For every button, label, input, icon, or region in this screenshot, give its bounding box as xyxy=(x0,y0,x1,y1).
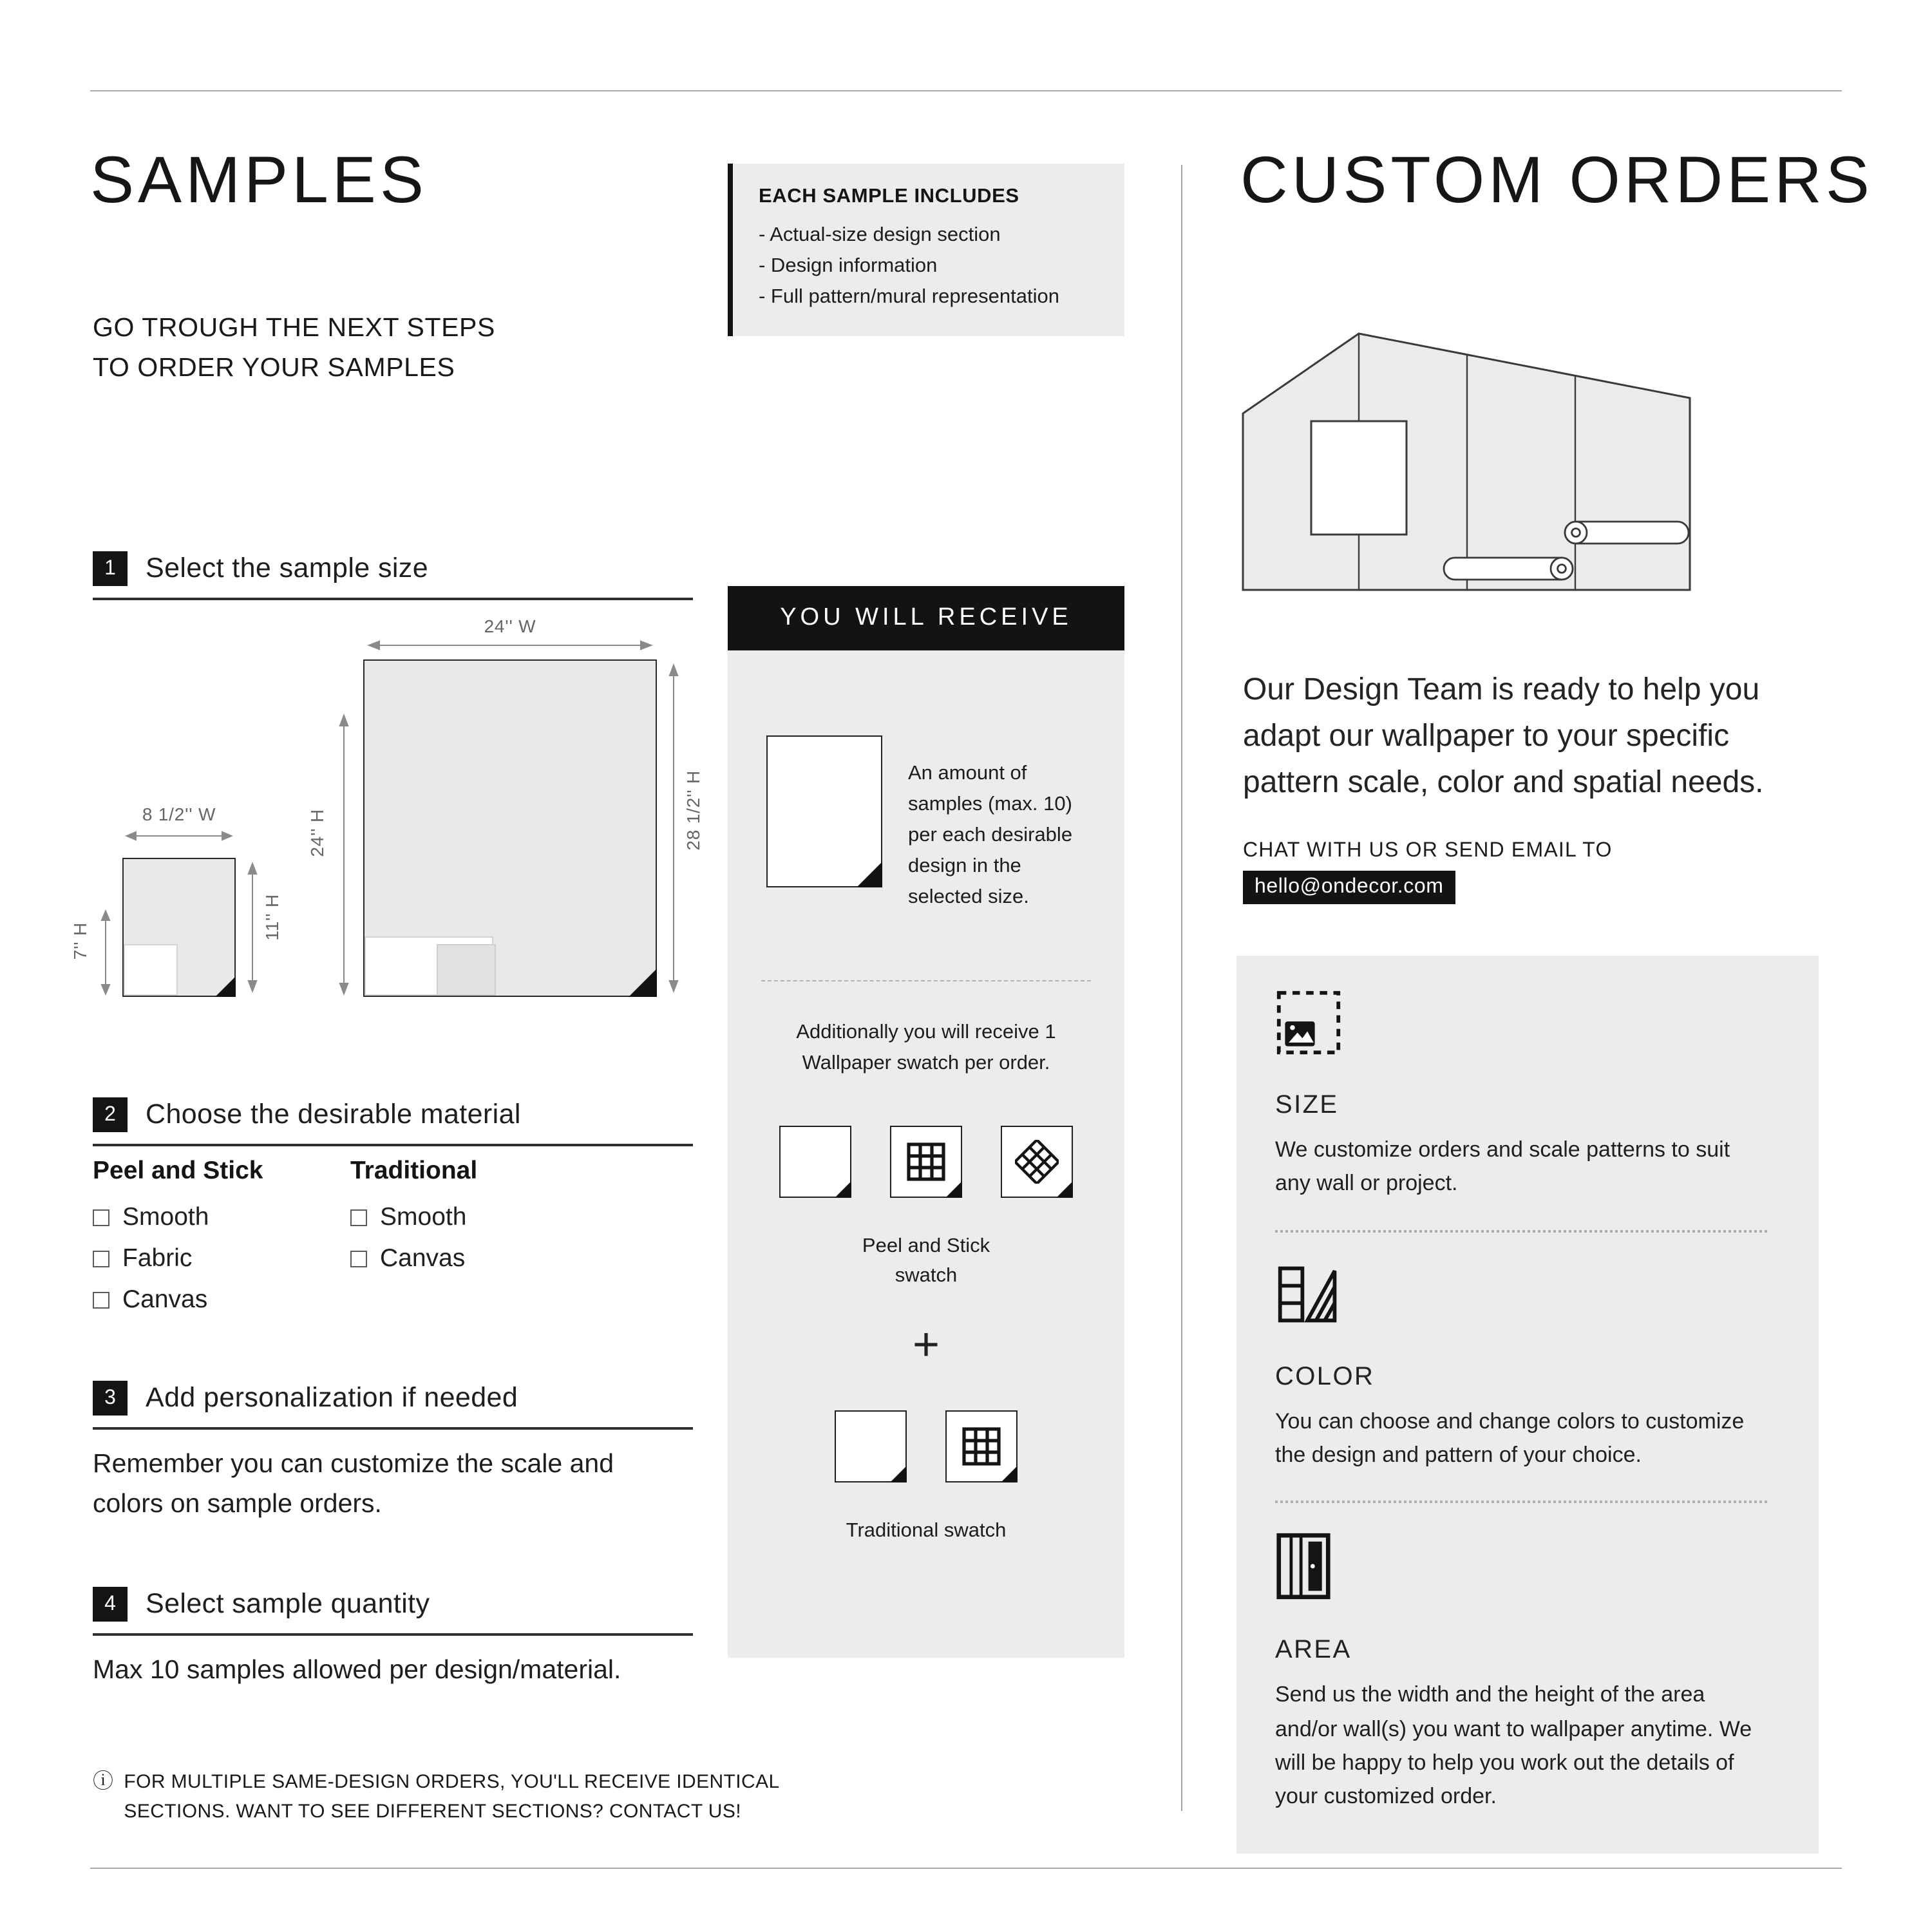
crosshatch-pattern-icon xyxy=(1015,1140,1059,1184)
small-right-height-label: 11'' H xyxy=(261,894,282,941)
includes-item: - Design information xyxy=(759,255,938,278)
material-option-canvas xyxy=(350,1244,608,1274)
material-title: Traditional xyxy=(350,1157,478,1185)
receive-banner: YOU WILL RECEIVE xyxy=(728,586,1124,650)
materials-section xyxy=(93,1157,608,1327)
includes-list xyxy=(759,220,1094,313)
large-sample-rect xyxy=(363,659,657,997)
feature-area-text: Send us the width and the height of the area and/or wall(s) you want to wallpaper anytime. We will be happy to help you work out the details of your customized order. xyxy=(1275,1682,1752,1809)
crosshatch-swatch-icon xyxy=(1001,1126,1073,1198)
step-4-badge: 4 xyxy=(93,1587,128,1622)
material-option-smooth xyxy=(93,1203,350,1233)
step-2-header xyxy=(93,1097,693,1146)
wallpapered-wall-illustration xyxy=(1240,328,1694,625)
receive-additional-text: Additionally you will receive 1 Wallpaper swatch per order. xyxy=(796,1021,1056,1075)
material-column-traditional xyxy=(350,1157,608,1327)
top-rule xyxy=(90,90,1842,91)
dimension-arrow-horizontal xyxy=(366,639,654,652)
step-1-badge: 1 xyxy=(93,551,128,586)
option-label: Canvas xyxy=(380,1244,466,1273)
dimension-arrow-vertical xyxy=(99,908,112,997)
receive-samples-row xyxy=(728,650,1124,913)
contact-label: CHAT WITH US OR SEND EMAIL TO xyxy=(1243,840,1613,862)
feature-color-text: You can choose and change colors to customize the design and pattern of your choice. xyxy=(1275,1408,1745,1468)
large-left-height-label: 24'' H xyxy=(307,809,327,857)
custom-intro-text: Our Design Team is ready to help you adapt our wallpaper to your specific pattern scale, color and spatial needs. xyxy=(1243,672,1764,800)
checkbox[interactable] xyxy=(93,1209,109,1226)
samples-intro-text: GO TROUGH THE NEXT STEPS TO ORDER YOUR SAMPLES xyxy=(93,313,495,383)
traditional-swatch-row xyxy=(728,1410,1124,1482)
column-divider xyxy=(1181,165,1182,1811)
option-label: Smooth xyxy=(380,1203,467,1231)
custom-orders-title: CUSTOM ORDERS xyxy=(1240,143,1873,216)
samples-title: SAMPLES xyxy=(90,143,428,216)
receive-panel xyxy=(728,650,1124,1658)
option-label: Canvas xyxy=(122,1285,208,1314)
quantity-note: Max 10 samples allowed per design/material. xyxy=(93,1655,621,1685)
large-right-height-label: 28 1/2'' H xyxy=(683,770,703,851)
checkbox[interactable] xyxy=(350,1209,367,1226)
feature-size-title: SIZE xyxy=(1275,1091,1339,1119)
small-left-height-label: 7'' H xyxy=(70,922,90,960)
dashed-divider xyxy=(761,980,1091,981)
option-label: Smooth xyxy=(122,1203,209,1231)
grid-swatch-icon xyxy=(945,1410,1018,1482)
grid-swatch-icon xyxy=(890,1126,962,1198)
option-label: Fabric xyxy=(122,1244,193,1273)
each-sample-includes-box xyxy=(728,164,1124,336)
checkbox[interactable] xyxy=(93,1251,109,1267)
footnote xyxy=(93,1767,795,1827)
step-4-label: Select sample quantity xyxy=(146,1588,430,1619)
size-icon xyxy=(1275,989,1342,1056)
material-title: Peel and Stick xyxy=(93,1157,263,1185)
small-sample-rect xyxy=(122,858,236,997)
material-column-peel-and-stick xyxy=(93,1157,350,1327)
plain-swatch-icon xyxy=(835,1410,907,1482)
dimension-arrow-vertical xyxy=(337,712,350,997)
step-1-label: Select the sample size xyxy=(146,553,429,583)
grid-pattern-icon xyxy=(962,1426,1001,1465)
sample-page-icon xyxy=(766,735,882,887)
dimension-arrow-vertical xyxy=(667,662,680,994)
material-option-canvas xyxy=(93,1285,350,1315)
checkbox[interactable] xyxy=(350,1251,367,1267)
small-width-label: 8 1/2'' W xyxy=(142,804,216,824)
plain-swatch-icon xyxy=(779,1126,851,1198)
large-width-label: 24'' W xyxy=(484,616,536,636)
includes-item: - Full pattern/mural representation xyxy=(759,286,1059,308)
step-3-badge: 3 xyxy=(93,1381,128,1416)
step-3-header xyxy=(93,1381,693,1430)
plus-sign: + xyxy=(912,1317,940,1370)
color-icon xyxy=(1275,1260,1342,1327)
feature-color-title: COLOR xyxy=(1275,1362,1375,1391)
personalization-note: Remember you can customize the scale and colors on sample orders. xyxy=(93,1449,614,1519)
feature-size-text: We customize orders and scale patterns to suit any wall or project. xyxy=(1275,1137,1730,1196)
dotted-divider xyxy=(1275,1501,1767,1504)
info-icon: ⓘ xyxy=(93,1771,114,1793)
grid-pattern-icon xyxy=(907,1142,945,1181)
traditional-swatch-label: Traditional swatch xyxy=(846,1519,1007,1542)
footnote-text: FOR MULTIPLE SAME-DESIGN ORDERS, YOU'LL RECEIVE IDENTICAL SECTIONS. WANT TO SEE DIFFERENT SECTIONS? CONTACT US! xyxy=(124,1771,779,1823)
email-badge[interactable]: hello@ondecor.com xyxy=(1243,871,1455,904)
step-2-badge: 2 xyxy=(93,1097,128,1132)
dotted-divider xyxy=(1275,1229,1767,1232)
feature-area-title: AREA xyxy=(1275,1636,1352,1665)
dimension-arrow-vertical xyxy=(246,860,259,994)
peel-swatch-label: Peel and Stick swatch xyxy=(862,1235,990,1287)
bottom-rule xyxy=(90,1868,1842,1869)
custom-features-panel xyxy=(1236,956,1819,1853)
area-icon xyxy=(1275,1532,1332,1602)
step-1-header xyxy=(93,551,693,600)
dimension-arrow-horizontal xyxy=(124,829,234,842)
large-sample-inner-swatch xyxy=(437,944,496,996)
material-option-smooth xyxy=(350,1203,608,1233)
step-2-label: Choose the desirable material xyxy=(146,1099,521,1130)
peel-swatch-row xyxy=(728,1126,1124,1198)
small-sample-inner-section xyxy=(124,944,178,996)
step-3-label: Add personalization if needed xyxy=(146,1382,518,1413)
receive-samples-text: An amount of samples (max. 10) per each desirable design in the selected size. xyxy=(908,762,1073,909)
checkbox[interactable] xyxy=(93,1292,109,1309)
material-option-fabric xyxy=(93,1244,350,1274)
includes-title: EACH SAMPLE INCLUDES xyxy=(759,185,1019,207)
step-4-header xyxy=(93,1587,693,1636)
includes-item: - Actual-size design section xyxy=(759,224,1001,246)
